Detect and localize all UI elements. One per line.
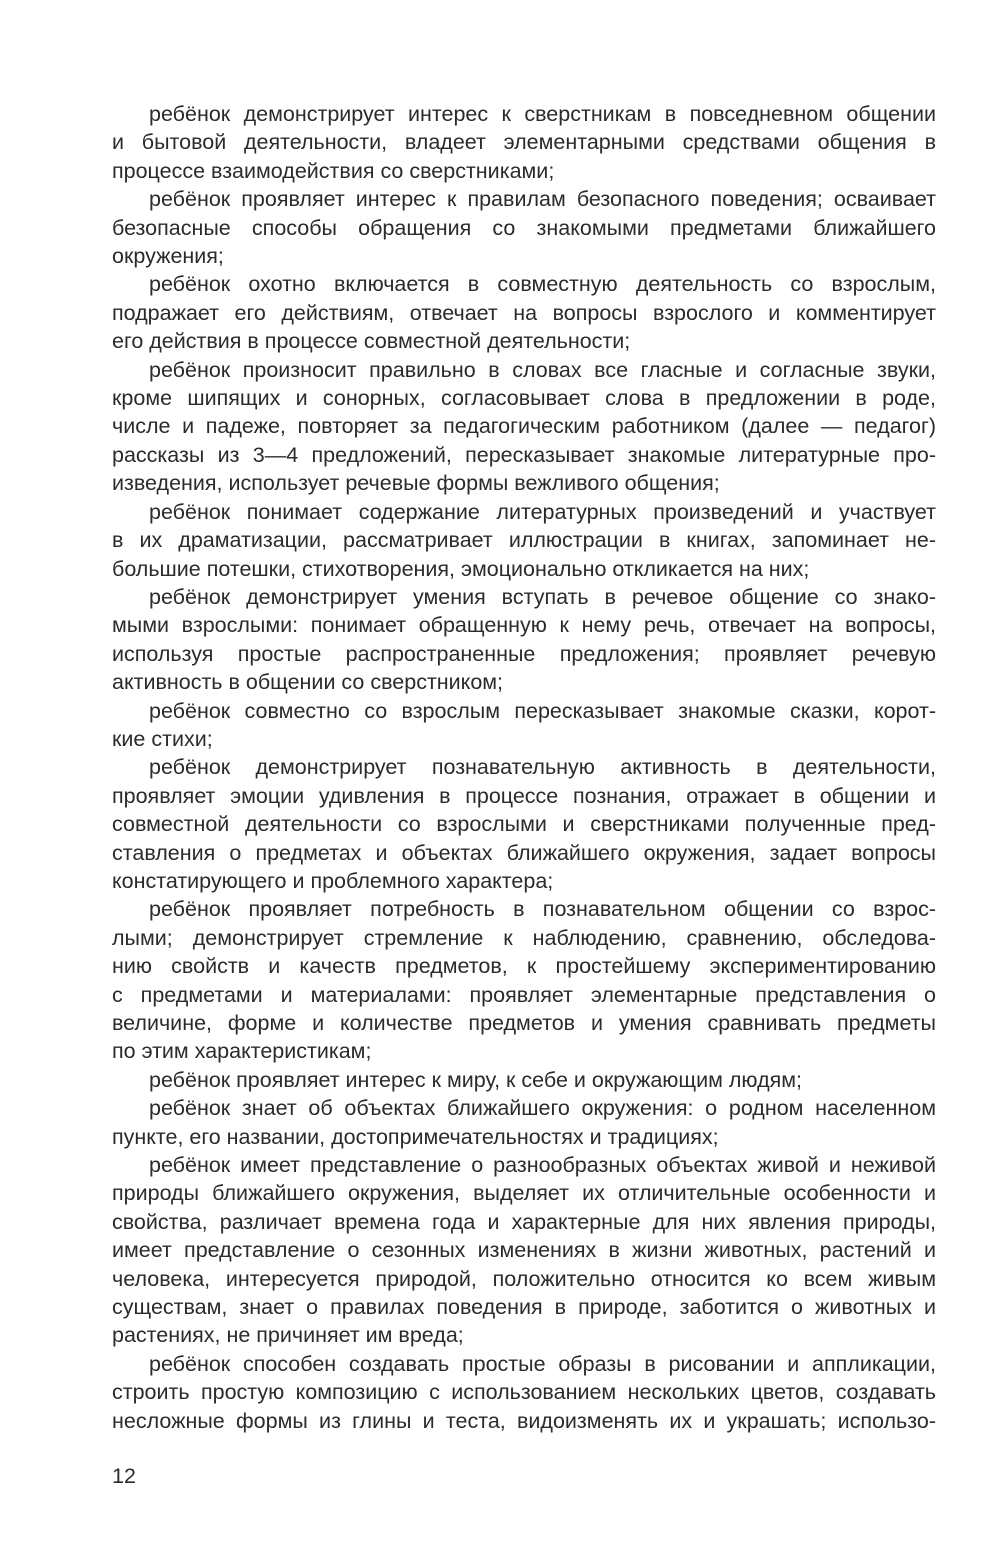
text-line: безопасные способы обращения со знакомыми предметами ближайшего bbox=[112, 215, 936, 240]
text-line: ребёнок проявляет интерес к миру, к себе и окружающим людям; bbox=[149, 1067, 803, 1092]
paragraph bbox=[112, 498, 936, 583]
text-line: кроме шипящих и сонорных, согласовывает слова в предложении в роде, bbox=[112, 386, 936, 411]
paragraph bbox=[112, 1066, 936, 1094]
text-line: ребёнок произносит правильно в словах все гласные и согласные звуки, bbox=[149, 357, 936, 382]
text-line: свойства, различает времена года и характерные для них явления природы, bbox=[112, 1209, 936, 1234]
text-line: пункте, его названии, достопримечательностях и традициях; bbox=[112, 1124, 719, 1149]
paragraph bbox=[112, 185, 936, 270]
text-line: подражает его действиям, отвечает на вопросы взрослого и комментирует bbox=[112, 300, 936, 325]
text-line: с предметами и материалами: проявляет элементарные представления о bbox=[112, 982, 936, 1007]
text-line: большие потешки, стихотворения, эмоционально откликается на них; bbox=[112, 556, 810, 581]
paragraph bbox=[112, 1151, 936, 1350]
text-line: имеет представление о сезонных изменениях в жизни животных, растений и bbox=[112, 1238, 936, 1263]
paragraph bbox=[112, 1094, 936, 1151]
text-line: растениях, не причиняет им вреда; bbox=[112, 1323, 464, 1348]
text-line: проявляет эмоции удивления в процессе познания, отражает в общении и bbox=[112, 783, 936, 808]
text-line: и бытовой деятельности, владеет элементарными средствами общения в bbox=[112, 130, 936, 155]
text-line: числе и падеже, повторяет за педагогическим работником (далее — педагог) bbox=[112, 414, 936, 439]
text-line: изведения, использует речевые формы вежливого общения; bbox=[112, 471, 720, 496]
paragraph bbox=[112, 1350, 936, 1435]
text-line: нию свойств и качеств предметов, к простейшему экспериментированию bbox=[112, 954, 936, 979]
paragraph bbox=[112, 753, 936, 895]
text-line: ребёнок совместно со взрослым пересказывает знакомые сказки, корот- bbox=[149, 698, 936, 723]
body-text bbox=[112, 100, 936, 1435]
text-line: величине, форме и количестве предметов и умения сравнивать предметы bbox=[112, 1011, 936, 1035]
text-line: лыми; демонстрирует стремление к наблюдению, сравнению, обследова- bbox=[112, 925, 936, 950]
paragraph bbox=[112, 100, 936, 185]
paragraph bbox=[112, 895, 936, 1065]
text-line: ребёнок проявляет интерес к правилам безопасного поведения; осваивает bbox=[149, 187, 936, 212]
text-line: совместной деятельности со взрослыми и сверстниками полученные пред- bbox=[112, 812, 936, 837]
text-line: строить простую композицию с использованием нескольких цветов, создавать bbox=[112, 1380, 936, 1405]
text-line: рассказы из 3—4 предложений, пересказывает знакомые литературные про- bbox=[112, 442, 936, 467]
text-line: активность в общении со сверстником; bbox=[112, 670, 504, 695]
text-line: ребёнок демонстрирует интерес к сверстникам в повседневном общении bbox=[149, 102, 936, 126]
page-number: 12 bbox=[112, 1464, 136, 1488]
text-line: человека, интересуется природой, положительно относится ко всем живым bbox=[112, 1266, 936, 1291]
paragraph bbox=[112, 697, 936, 754]
text-line: ребёнок способен создавать простые образы в рисовании и аппликации, bbox=[149, 1351, 936, 1376]
text-line: несложные формы из глины и теста, видоизменять их и украшать; использо- bbox=[112, 1408, 936, 1433]
paragraph bbox=[112, 583, 936, 697]
paragraph bbox=[112, 270, 936, 355]
text-line: ребёнок имеет представление о разнообразных объектах живой и неживой bbox=[149, 1153, 936, 1178]
text-line: кие стихи; bbox=[112, 726, 213, 751]
text-line: по этим характеристикам; bbox=[112, 1039, 372, 1064]
text-line: констатирующего и проблемного характера; bbox=[112, 868, 554, 893]
text-line: окружения; bbox=[112, 244, 224, 269]
text-line: мыми взрослыми: понимает обращенную к нему речь, отвечает на вопросы, bbox=[112, 613, 936, 638]
text-line: ребёнок демонстрирует умения вступать в речевое общение со знако- bbox=[149, 584, 936, 609]
text-line: ребёнок демонстрирует познавательную активность в деятельности, bbox=[149, 755, 936, 780]
text-line: ребёнок понимает содержание литературных произведений и участвует bbox=[149, 499, 936, 524]
text-line: процессе взаимодействия со сверстниками; bbox=[112, 158, 555, 183]
text-line: ставления о предметах и объектах ближайшего окружения, задает вопросы bbox=[112, 840, 936, 865]
text-line: ребёнок охотно включается в совместную деятельность со взрослым, bbox=[149, 272, 936, 297]
text-line: ребёнок знает об объектах ближайшего окружения: о родном населенном bbox=[149, 1096, 936, 1121]
text-line: его действия в процессе совместной деятельности; bbox=[112, 329, 631, 354]
text-line: ребёнок проявляет потребность в познавательном общении со взрос- bbox=[149, 897, 936, 922]
text-line: существам, знает о правилах поведения в природе, заботится о животных и bbox=[112, 1295, 936, 1320]
paragraph bbox=[112, 356, 936, 498]
text-line: используя простые распространенные предложения; проявляет речевую bbox=[112, 641, 936, 666]
text-line: в их драматизации, рассматривает иллюстрации в книгах, запоминает не- bbox=[112, 528, 936, 553]
text-line: природы ближайшего окружения, выделяет их отличительные особенности и bbox=[112, 1181, 936, 1206]
